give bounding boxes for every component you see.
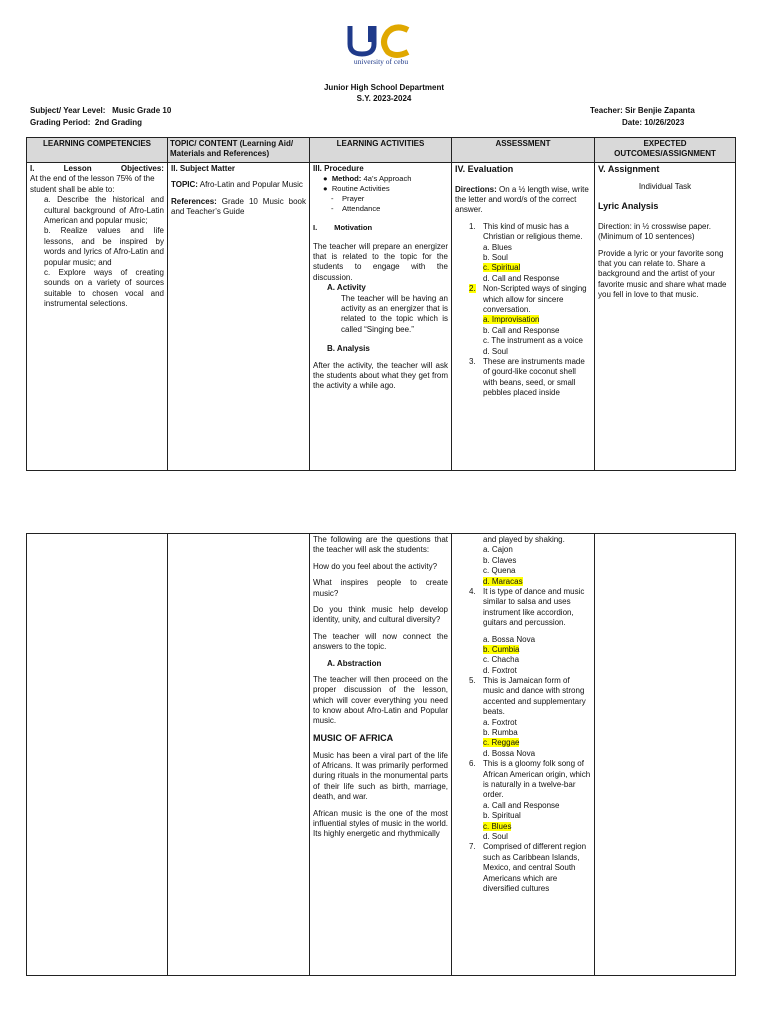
- col-header-outcomes: EXPECTED OUTCOMES/ASSIGNMENT: [595, 138, 736, 163]
- outcomes-cell-page2: [595, 534, 736, 976]
- q5-choice-b: b. Rumba: [483, 728, 518, 738]
- q6-choice-d: d. Soul: [483, 831, 508, 841]
- evaluation-heading: IV. Evaluation: [455, 164, 514, 174]
- grading-value: 2nd Grading: [94, 118, 143, 127]
- q4-choice-a: a. Bossa Nova: [483, 634, 536, 644]
- activities-cell-page2: [310, 534, 452, 976]
- question-1: 1. This kind of music has a Christian or religious theme.: [469, 221, 583, 242]
- assignment-heading: V. Assignment: [598, 164, 660, 174]
- q1-choice-a: a. Blues: [483, 242, 512, 252]
- logo-subtitle: university of cebu: [353, 57, 409, 66]
- subject-matter-heading: II. Subject Matter: [171, 164, 236, 173]
- abstraction-text: The teacher will then proceed on the proper discussion of the lesson, which will cover everything you need to know about Afro-Latin and Popular music.: [313, 674, 448, 726]
- lesson-plan-table-page1: [26, 137, 736, 471]
- col-header-competencies: LEARNING COMPETENCIES: [27, 138, 168, 163]
- question-identity: Do you think music help develop identity, unity, and cultural diversity?: [313, 604, 448, 625]
- analysis-text: After the activity, the teacher will ask the students about what they get from the activity a while ago.: [313, 360, 448, 391]
- question-5: 5. This is Jamaican form of music and dance with strong accented and supplementary beats.: [469, 676, 586, 717]
- prayer-line: - Prayer: [331, 194, 365, 204]
- objective-b: b. Realize values and life lessons, and be inspired by words and lyrics of Afro-Latin and popular music; and: [44, 226, 164, 267]
- q4-choice-c: c. Chacha: [483, 655, 520, 665]
- attendance-line: - Attendance: [331, 203, 381, 213]
- school-year: S.Y. 2023-2024: [356, 94, 412, 103]
- department-title: Junior High School Department: [323, 83, 444, 92]
- topic-cell: [168, 163, 310, 471]
- question-3: 3. These are instruments made of gourd-like coconut shell with beans, seed, or small pebbles placed inside: [469, 356, 585, 398]
- africa-paragraph-1: Music has been a viral part of the life of Africans. It was primarily performed during rituals in the monumental parts of their life such as birth, marriage, death, and war.: [313, 750, 448, 802]
- table-header-row: [27, 138, 736, 163]
- question-feel: How do you feel about the activity?: [313, 561, 438, 571]
- abstraction-heading: A. Abstraction: [327, 658, 382, 668]
- motivation-text: The teacher will prepare an energizer that is related to the topic for the students to engage with the discussion.: [313, 241, 448, 282]
- question-6: 6. This is a gloomy folk song of African American origin, which is naturally in a twelve-bar order.: [469, 759, 591, 800]
- q2-choice-c: c. The instrument as a voice: [483, 336, 583, 346]
- topic-line: TOPIC: Afro-Latin and Popular Music: [171, 180, 303, 190]
- directions-line: Directions: On a ½ length wise, write the letter and word/s of the correct answer.: [455, 184, 589, 215]
- assessment-cell: [452, 163, 595, 471]
- q3-choice-a: a. Cajon: [483, 545, 513, 555]
- lyric-analysis-heading: Lyric Analysis: [598, 201, 659, 212]
- lesson-plan-table-page2: [26, 533, 736, 976]
- q1-choice-b: b. Soul: [483, 253, 508, 263]
- q1-choice-d: d. Call and Response: [483, 273, 560, 283]
- table-content-row: [27, 163, 736, 471]
- q5-choice-c: c. Reggae: [483, 738, 520, 748]
- q5-choice-a: a. Foxtrot: [483, 717, 517, 727]
- questions-intro: The following are the questions that the teacher will ask the students:: [313, 535, 448, 555]
- question-inspires: What inspires people to create music?: [313, 578, 448, 598]
- activity-heading: A. Activity: [327, 283, 366, 293]
- question-2: 2. Non-Scripted ways of singing which allow for sincere conversation.: [469, 284, 587, 314]
- assessment-cell-page2: [452, 534, 595, 976]
- activities-cell: [310, 163, 452, 471]
- assignment-instructions: Provide a lyric or your favorite song that you can relate to. Share a background and the artist of your favorite music and share what made you fell in love to that music.: [598, 248, 727, 300]
- q6-choice-c: c. Blues: [483, 821, 512, 831]
- q2-choice-b: b. Call and Response: [483, 325, 560, 335]
- q3-continued: and played by shaking.: [483, 535, 565, 544]
- q2-choice-d: d. Soul: [483, 346, 508, 356]
- subject-value: Music Grade 10: [112, 106, 172, 115]
- routine-line: ● Routine Activities: [323, 184, 390, 194]
- activity-text: The teacher will be having an activity as an energizer that is related to the topic which is called “Singing bee.”: [341, 293, 448, 334]
- lesson-date: Date: 10/26/2023: [622, 118, 685, 127]
- col-header-activities: LEARNING ACTIVITIES: [310, 138, 452, 163]
- outcomes-cell: [595, 163, 736, 471]
- competencies-cell-page2: [27, 534, 168, 976]
- topic-cell-page2: [168, 534, 310, 976]
- analysis-heading: B. Analysis: [327, 344, 370, 354]
- motivation-heading: I. Motivation: [313, 222, 373, 232]
- competencies-cell: [27, 163, 168, 471]
- subject-line: [30, 106, 171, 115]
- q3-choice-b: b. Claves: [483, 555, 517, 565]
- connect-answers: The teacher will now connect the answers to the topic.: [313, 631, 448, 652]
- col-header-topic: TOPIC/ CONTENT (Learning Aid/ Materials and References): [168, 138, 310, 163]
- grading-label: Grading Period:: [30, 118, 91, 127]
- question-7: 7. Comprised of different region such as Caribbean Islands, Mexico, and central South Americans which are diversified cultures: [469, 842, 587, 893]
- q3-choice-c: c. Quena: [483, 566, 516, 576]
- university-of-cebu-logo: [338, 22, 424, 66]
- q5-choice-d: d. Bossa Nova: [483, 748, 536, 758]
- references-line: References: Grade 10 Music book and Teacher’s Guide: [171, 196, 306, 217]
- teacher-name: Teacher: Sir Benjie Zapanta: [590, 106, 695, 115]
- objectives-intro: At the end of the lesson 75% of the student shall be able to:: [30, 174, 155, 194]
- subject-label: Subject/ Year Level:: [30, 106, 106, 115]
- q4-choice-b: b. Cumbia: [483, 644, 520, 654]
- method-line: ● Method: 4a’s Approach: [323, 174, 412, 184]
- q6-choice-b: b. Spiritual: [483, 811, 521, 821]
- q4-choice-d: d. Foxtrot: [483, 665, 517, 675]
- objectives-heading: I. Lesson Objectives:: [30, 164, 164, 173]
- objective-a: a. Describe the historical and cultural background of Afro-Latin American and popular music;: [44, 195, 164, 225]
- africa-paragraph-2: African music is the one of the most influential styles of music in the world. Its highly energetic and rhythmically: [313, 808, 448, 839]
- q2-choice-a: a. Improvisation: [483, 315, 540, 325]
- objective-c: c. Explore ways of creating sounds on a variety of sources suitable to chosen vocal and instrumental selections.: [44, 267, 164, 309]
- table-content-row-page2: [27, 534, 736, 976]
- music-of-africa-heading: MUSIC OF AFRICA: [313, 732, 394, 743]
- procedure-heading: III. Procedure: [313, 164, 364, 173]
- individual-task: Individual Task: [638, 181, 692, 191]
- q6-choice-a: a. Call and Response: [483, 800, 560, 810]
- q3-choice-d: d. Maracas: [483, 576, 523, 586]
- question-4: 4. It is type of dance and music similar to salsa and uses instrument like accordion, guitars and percussion.: [469, 586, 585, 628]
- q1-choice-c: c. Spiritual: [483, 263, 521, 273]
- grading-line: [30, 118, 142, 127]
- col-header-assessment: ASSESSMENT: [452, 138, 595, 163]
- assignment-direction: Direction: in ½ crosswise paper. (Minimum of 10 sentences): [598, 221, 711, 242]
